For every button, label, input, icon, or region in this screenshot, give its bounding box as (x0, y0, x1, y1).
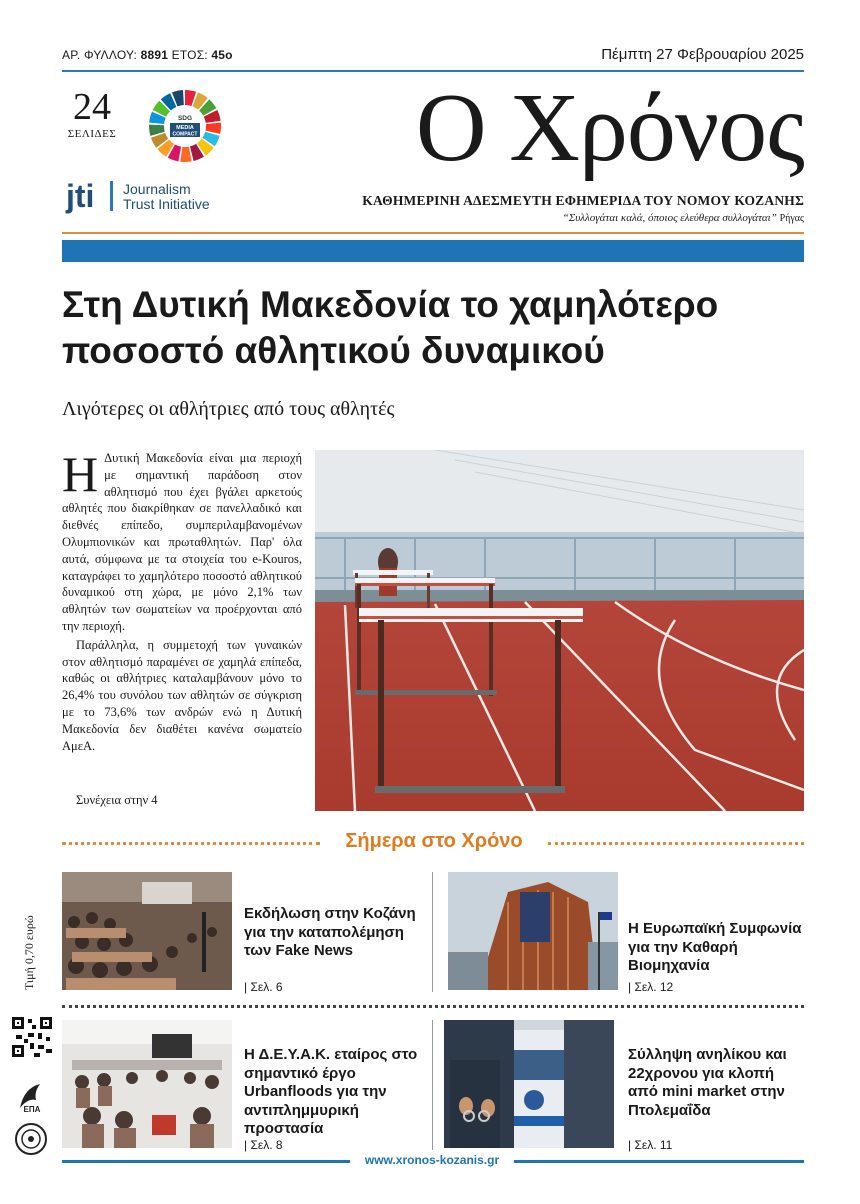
hurdles-track-photo[interactable] (315, 450, 804, 811)
price-text: Τιμή 0,70 ευρώ (22, 915, 36, 990)
footer-rule-left (62, 1160, 350, 1163)
top-divider (62, 70, 804, 72)
lead-paragraph-1-text: Δυτική Μακεδονία είναι μια περιοχή με σημαντική παράδοση στον αθλητισμό που έχει βγάλει αρκετούς αθλητές που διακρίθηκαν σε πανελλαδικό και διεθνές επίπεδο, συμπεριλαμβανομένων Ολυμπιονικών και πρωταθλητών. Παρ' όλα αυτά, σύμφωνα με τα στοιχεία του e-Kouros, καταγράφει το χαμηλότερο ποσοστό αθλητικού δυναμικού στη χώρα, με μόνο 2,1% των αθλητών των σωματείων να προέρχονται από την περιοχή. (62, 451, 302, 633)
newspaper-motto (312, 212, 804, 224)
newspaper-subtitle: ΚΑΘΗΜΕΡΙΝΗ ΑΔΕΣΜΕΥΤΗ ΕΦΗΜΕΡΙΔΑ ΤΟΥ ΝΟΜΟΥ ΚΟΖΑΝΗΣ (362, 193, 804, 208)
sdg-wheel-segment (205, 123, 221, 134)
continued-link[interactable]: Συνέχεια στην 4 (76, 793, 158, 807)
teaser-title-4[interactable]: Σύλληψη ανηλίκου και 22χρονου για κλοπή από mini market στην Πτολεμαΐδα (628, 1046, 787, 1119)
lead-paragraph-2: Παράλληλα, η συμμετοχή των γυναικών στον αθλητισμό παραμένει σε χαμηλά επίπεδα, καθώς οι αθλήτριες καταλαμβάνουν μόνο το 26,4% του συνόλου των αθλητών σε σύγκριση με το 73,6% των ανδρών ενώ η Δυτική Μακεδονία δεν διαθέτει κανένα σωματείο ΑμεΑ. (62, 637, 302, 753)
union-seal-icon (14, 1122, 48, 1156)
sdg-compact-text: COMPACT (172, 131, 198, 138)
issue-number: 8891 (140, 48, 169, 62)
teaser-page-4: | Σελ. 11 (628, 1138, 673, 1152)
newspaper-title: Ο Χρόνος (415, 74, 804, 182)
masthead-divider (62, 232, 804, 234)
year-number: 45ο (211, 48, 233, 62)
page-count: 24 (73, 86, 111, 128)
teaser-page-3: | Σελ. 8 (244, 1138, 283, 1152)
teaser-title-3[interactable]: Η Δ.Ε.Υ.Α.Κ. εταίρος στο σημαντικό έργο Urbanfloods για την αντιπλημμυρική προστασία (244, 1046, 418, 1137)
teaser-divider-bottom (432, 1020, 433, 1150)
issue-date: Πέμπτη 27 Φεβρουαρίου 2025 (601, 46, 804, 63)
sdg-wheel-segment (180, 147, 191, 162)
jti-divider (110, 181, 113, 211)
lead-deck: Λιγότερες οι αθλήτριες από τους αθλητές (62, 398, 395, 420)
section-dots-right (548, 842, 804, 845)
lead-headline-line-2: ποσοστό αθλητικού δυναμικού (62, 330, 605, 371)
jti-text-line-2: Trust Initiative (123, 196, 210, 212)
price-label (22, 872, 42, 992)
teaser-page-2: | Σελ. 12 (628, 980, 674, 994)
sdg-media-text: MEDIA (176, 125, 194, 131)
lead-headline-line-1: Στη Δυτική Μακεδονία το χαμηλότερο (62, 284, 719, 325)
teaser-title-2[interactable]: Η Ευρωπαϊκή Συμφωνία για την Καθαρή Βιομηχανία (628, 920, 802, 974)
lead-body (62, 446, 302, 754)
blue-band (62, 240, 804, 262)
section-title: Σήμερα στο Χρόνο (345, 830, 523, 852)
motto-quote: “Συλλογάται καλά, όποιος ελεύθερα συλλογάται” (562, 212, 777, 224)
jti-text-line-1: Journalism (123, 181, 191, 197)
motto-author: Ρήγας (779, 213, 804, 224)
footer-website-link[interactable]: www.xronos-kozanis.gr (364, 1153, 500, 1167)
issue-label: ΑΡ. ΦΥΛΛΟΥ: (62, 48, 138, 62)
footer-rule-right (514, 1160, 804, 1163)
teasers-dotted-divider (62, 1005, 804, 1008)
qr-code-icon[interactable] (10, 1015, 54, 1059)
year-label: ΕΤΟΣ: (171, 48, 208, 62)
sdg-text: SDG (177, 115, 193, 122)
section-dots-left (62, 842, 320, 845)
teaser-divider-top (432, 872, 433, 992)
lead-paragraph-1 (62, 446, 302, 635)
dropcap: Η (62, 446, 99, 502)
issue-info (62, 48, 233, 62)
teaser-title-1[interactable]: Εκδήλωση στην Κοζάνη για την καταπολέμηση των Fake News (244, 905, 416, 959)
jti-logo: jti (66, 178, 95, 214)
event-hall-photo[interactable] (62, 872, 232, 990)
sdg-media-compact-logo (148, 89, 222, 163)
meeting-room-photo[interactable] (62, 1020, 232, 1148)
epa-text: ΕΠΑ (23, 1105, 41, 1114)
teaser-page-1: | Σελ. 6 (244, 980, 283, 994)
epa-logo-icon (14, 1078, 50, 1114)
page-count-label: ΣΕΛΙΔΕΣ (67, 128, 117, 140)
eu-building-photo[interactable] (448, 872, 618, 990)
jti-text (123, 182, 210, 212)
arrest-photo[interactable] (444, 1020, 614, 1148)
lead-headline[interactable] (62, 282, 804, 374)
